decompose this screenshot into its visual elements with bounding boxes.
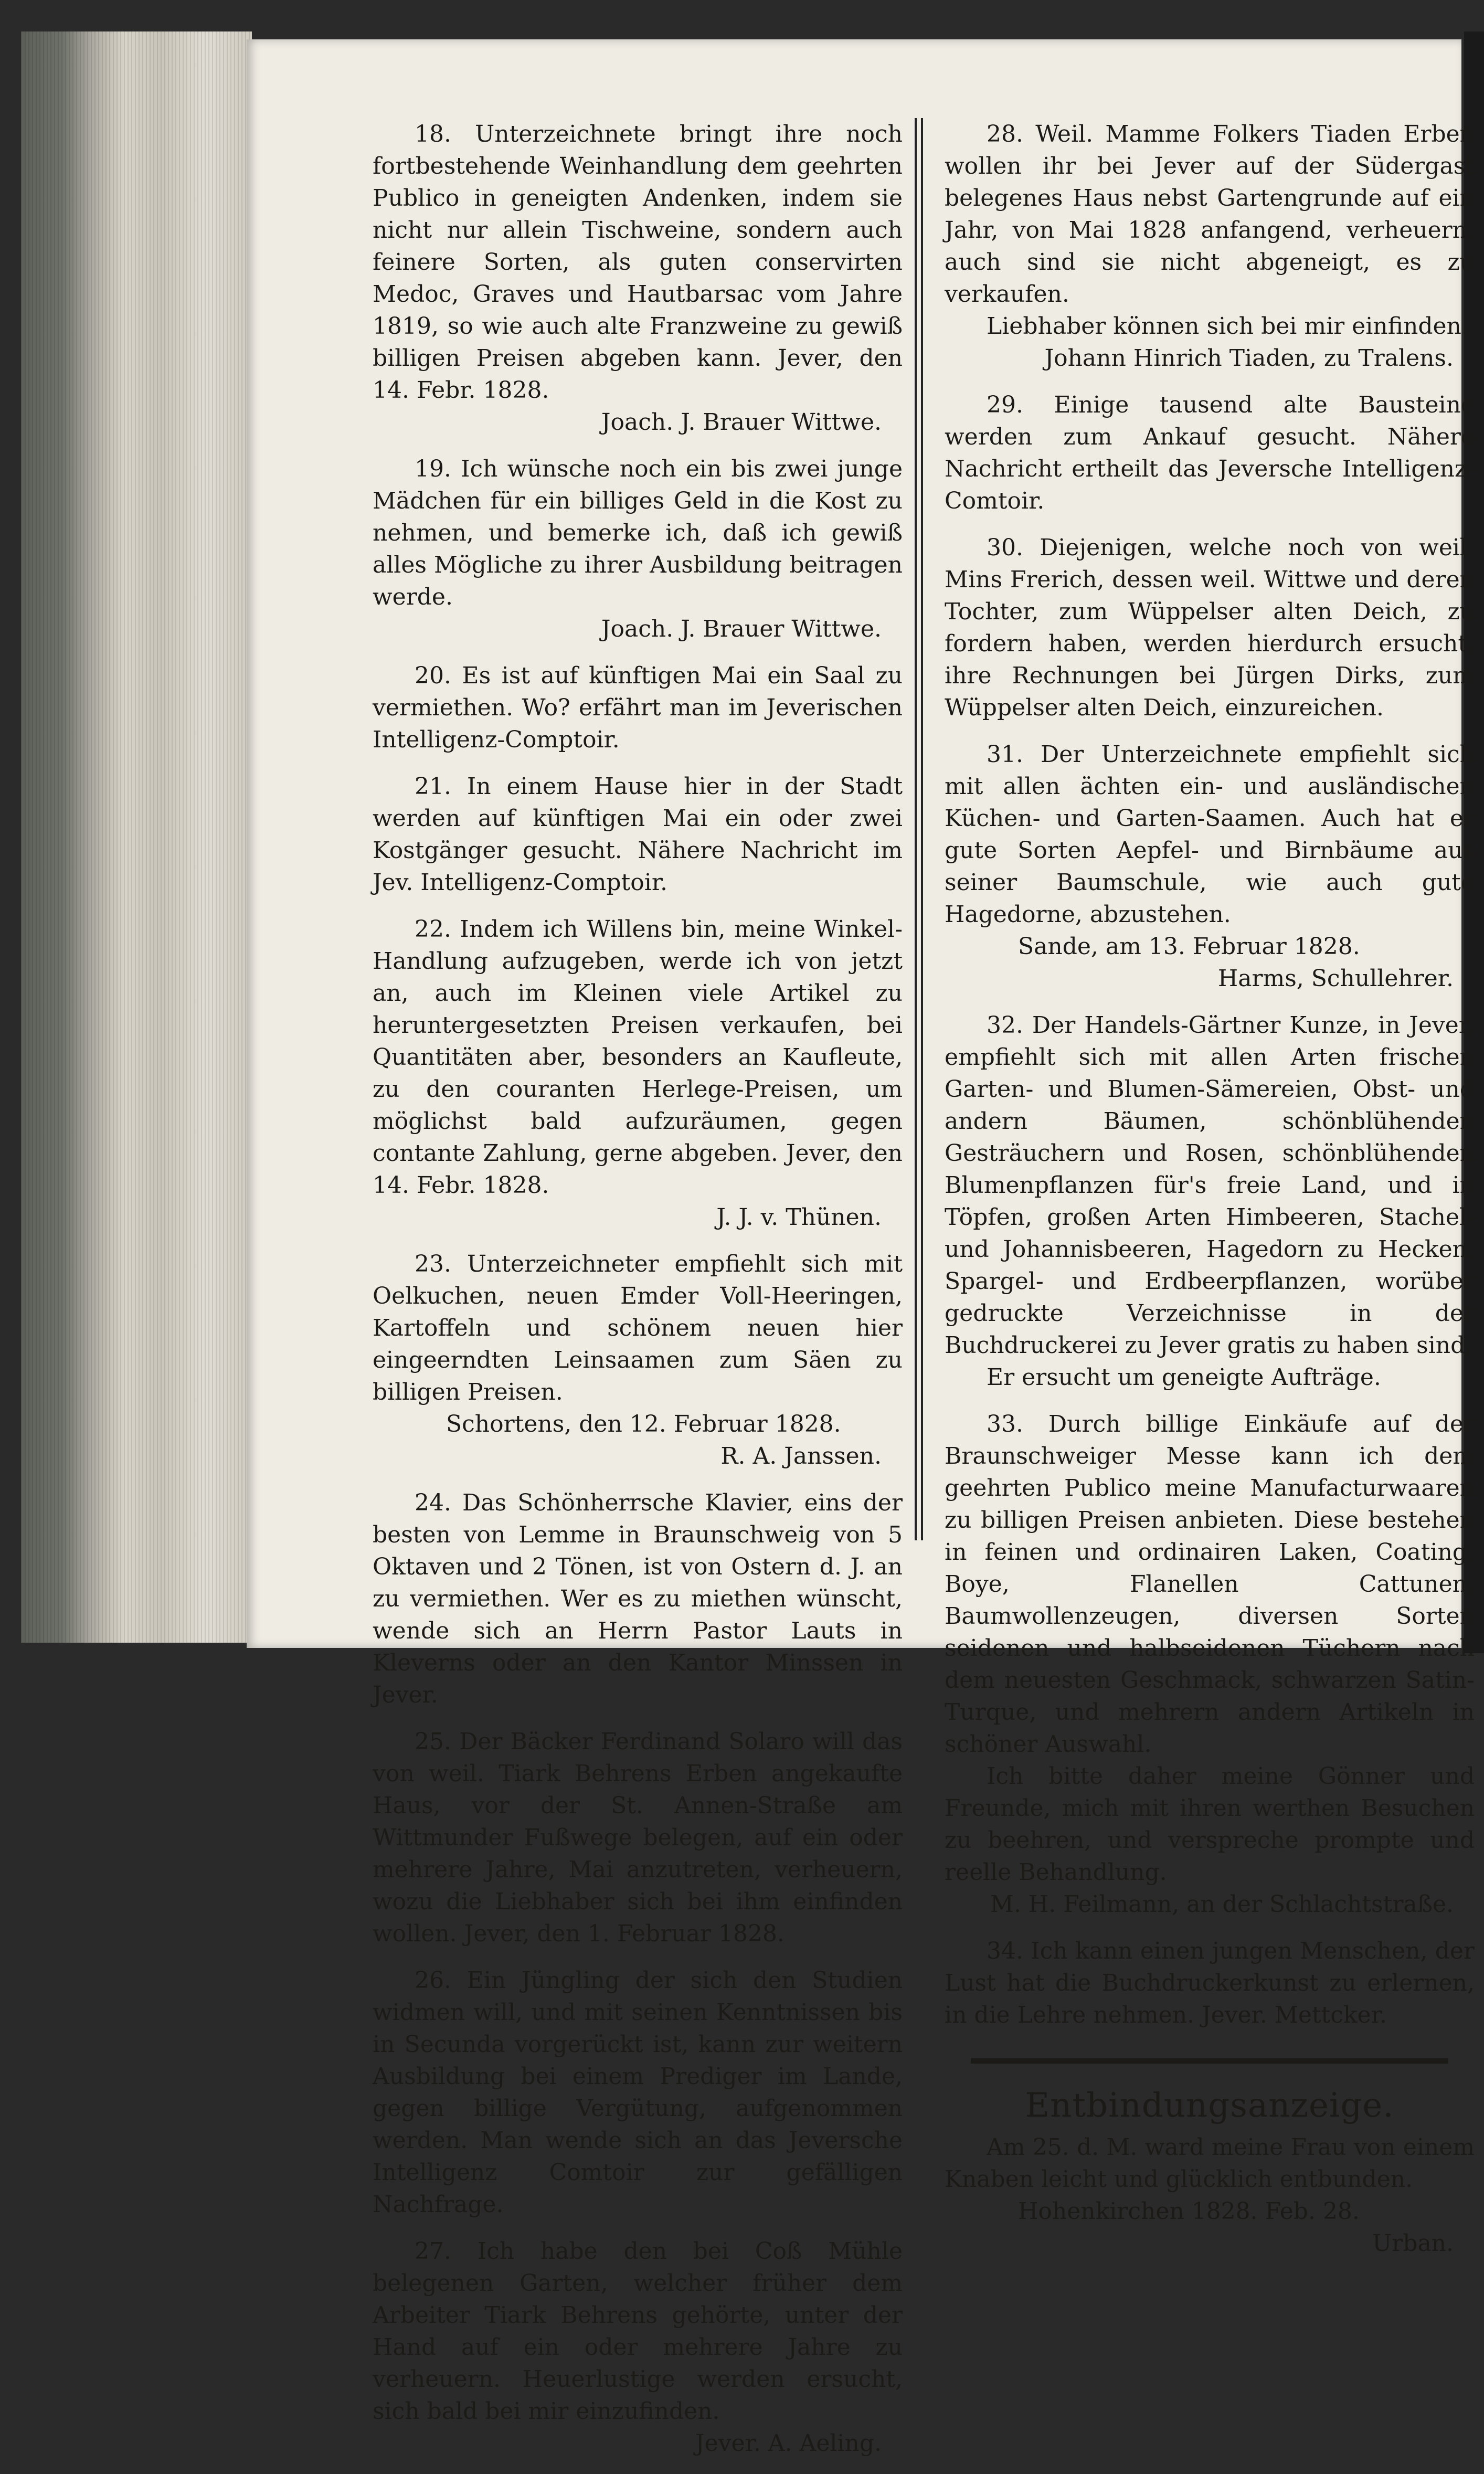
ad-23	[373, 1248, 903, 1472]
ad-text: 28. Weil. Mamme Folkers Tiaden Erben wollen ihr bei Jever auf der Südergast belegenes Haus nebst Gartengrunde auf ein Jahr, von Mai 1828 anfangend, verheuern, auch sind sie nicht abgeneigt, es zu verkaufen.	[945, 121, 1475, 308]
birth-notice-signature: Urban.	[1372, 2230, 1454, 2257]
ad-33	[945, 1408, 1475, 1920]
ad-27	[373, 2235, 903, 2459]
ad-text: 26. Ein Jüngling der sich den Studien widmen will, und mit seinen Kenntnissen bis in Secunda vorgerückt ist, kann zur weitern Ausbildung bei einem Prediger im Lande, gegen billige Vergütung, aufgenommen werden. Man wende sich an das Jeversche Intelligenz Comtoir zur gefälligen Nachfrage.	[373, 1967, 903, 2218]
ad-text: 20. Es ist auf künftigen Mai ein Saal zu vermiethen. Wo? erfährt man im Jeverischen Intelligenz-Comptoir.	[373, 662, 903, 753]
ad-signature: Jever. A. Aeling.	[695, 2430, 882, 2457]
ad-34	[945, 1935, 1475, 2031]
ad-text: 27. Ich habe den bei Coß Mühle belegenen Garten, welcher früher dem Arbeiter Tiark Behrens gehörte, unter der Hand auf ein oder mehrere Jahre zu verheuern. Heuerlustige werden ersucht, sich bald bei mir einzufinden.	[373, 2238, 903, 2425]
ad-signature: R. A. Janssen.	[720, 1443, 882, 1469]
left-column	[373, 118, 903, 2474]
ad-signature: Joach. J. Brauer Wittwe.	[601, 616, 882, 642]
ad-signature: Harms, Schullehrer.	[1217, 965, 1454, 992]
ad-text: 24. Das Schönherrsche Klavier, eins der besten von Lemme in Braunschweig von 5 Oktaven und 2 Tönen, ist von Ostern d. J. an zu vermiethen. Wer es zu miethen wünscht, wende sich an Herrn Pastor Lauts in Kleverns oder an den Kantor Minssen in Jever.	[373, 1489, 903, 1708]
ad-30	[945, 532, 1475, 724]
ad-text: 30. Diejenigen, welche noch von weil. Mins Frerich, dessen weil. Wittwe und deren Tochter, zum Wüppelser alten Deich, zu fordern haben, werden hierdurch ersucht, ihre Rechnungen bei Jürgen Dirks, zum Wüppelser alten Deich, einzureichen.	[945, 534, 1475, 721]
right-column	[945, 118, 1475, 2274]
newspaper-page	[247, 39, 1475, 2457]
ad-25	[373, 1726, 903, 1950]
birth-notice-place-date: Hohenkirchen 1828. Feb. 28.	[1018, 2198, 1360, 2225]
ad-text: 25. Der Bäcker Ferdinand Solaro will das von weil. Tiark Behrens Erben angekaufte Haus, vor der St. Annen-Straße am Wittmunder Fußwege belegen, auf ein oder mehrere Jahre, Mai anzutreten, verheuern, wozu die Liebhaber sich bei ihm einfinden wollen. Jever, den 1. Februar 1828.	[373, 1728, 903, 1947]
ad-32	[945, 1009, 1475, 1393]
section-rule	[971, 2058, 1448, 2064]
ad-21	[373, 770, 903, 898]
ad-20	[373, 660, 903, 756]
ad-24	[373, 1487, 903, 1711]
ad-text: 33. Durch billige Einkäufe auf der Braunschweiger Messe kann ich dem geehrten Publico meine Manufacturwaaren zu billigen Preisen anbieten. Diese bestehen in feinen und ordinairen Laken, Coating, Boye, Flanellen Cattunen, Baumwollenzeugen, diversen Sorten seidenen und halbseidenen Tüchern nach dem neuesten Geschmack, schwarzen Satin-Turque, und mehrern andern Artikeln in schöner Auswahl.	[945, 1411, 1475, 1758]
ad-text: 21. In einem Hause hier in der Stadt werden auf künftigen Mai ein oder zwei Kostgänger gesucht. Nähere Nachricht im Jev. Intelligenz-Comptoir.	[373, 773, 903, 896]
ad-text: 34. Ich kann einen jungen Menschen, der Lust hat die Buchdruckerkunst zu erlernen, in die Lehre nehmen. Jever. Mettcker.	[945, 1938, 1475, 2028]
column-divider	[915, 118, 923, 1540]
ad-29	[945, 389, 1475, 517]
ad-text: 23. Unterzeichneter empfiehlt sich mit Oelkuchen, neuen Emder Voll-Heeringen, Kartoffeln und schönem neuen hier eingeerndten Leinsaamen zum Säen zu billigen Preisen.	[373, 1251, 903, 1405]
ad-text: 31. Der Unterzeichnete empfiehlt sich mit allen ächten ein- und ausländischen Küchen- und Garten-Saamen. Auch hat er gute Sorten Aepfel- und Birnbäume aus seiner Baumschule, wie auch gute Hagedorne, abzustehen.	[945, 741, 1475, 928]
ad-place-date: Sande, am 13. Februar 1828.	[1018, 933, 1360, 960]
ad-signature: J. J. v. Thünen.	[716, 1204, 882, 1231]
ad-text: 22. Indem ich Willens bin, meine Winkel-Handlung aufzugeben, werde ich von jetzt an, auch im Kleinen viele Artikel zu heruntergesetzten Preisen verkaufen, bei Quantitäten aber, besonders an Kaufleute, zu den couranten Herlege-Preisen, um möglichst bald aufzuräumen, gegen contante Zahlung, gerne abgeben. Jever, den 14. Febr. 1828.	[373, 916, 903, 1199]
ad-19	[373, 453, 903, 645]
ad-22	[373, 913, 903, 1233]
ad-text-continued: Liebhaber können sich bei mir einfinden.	[987, 313, 1469, 340]
ad-text: 18. Unterzeichnete bringt ihre noch fortbestehende Weinhandlung dem geehrten Publico in geneigten Andenken, indem sie nicht nur allein Tischweine, sondern auch feinere Sorten, als guten conservirten Medoc, Graves und Hautbarsac vom Jahre 1819, so wie auch alte Franzweine zu gewiß billigen Preisen abgeben kann. Jever, den 14. Febr. 1828.	[373, 121, 903, 404]
ad-text: 19. Ich wünsche noch ein bis zwei junge Mädchen für ein billiges Geld in die Kost zu nehmen, und bemerke ich, daß ich gewiß alles Mögliche zu ihrer Ausbildung beitragen werde.	[373, 456, 903, 610]
book-page-stack	[21, 31, 252, 1643]
ad-text-continued: Er ersucht um geneigte Aufträge.	[987, 1364, 1381, 1391]
ad-signature: Joach. J. Brauer Wittwe.	[601, 409, 882, 436]
ad-31	[945, 738, 1475, 995]
ad-28	[945, 118, 1475, 374]
ad-text: 32. Der Handels-Gärtner Kunze, in Jever, empfiehlt sich mit allen Arten frischen Garten- und Blumen-Sämereien, Obst- und andern Bäumen, schönblühenden Gesträuchern und Rosen, schönblühenden Blumenpflanzen für's freie Land, und in Töpfen, großen Arten Himbeeren, Stachel- und Johannisbeeren, Hagedorn zu Hecken, Spargel- und Erdbeerpflanzen, worüber gedruckte Verzeichnisse in der Buchdruckerei zu Jever gratis zu haben sind.	[945, 1012, 1475, 1359]
ad-18	[373, 118, 903, 438]
ad-text: 29. Einige tausend alte Bausteine werden zum Ankauf gesucht. Nähere Nachricht ertheilt das Jeversche Intelligenz-Comtoir.	[945, 392, 1475, 514]
birth-notice-title: Entbindungsanzeige.	[1025, 2086, 1394, 2125]
ad-26	[373, 1964, 903, 2221]
ad-text-continued: Ich bitte daher meine Gönner und Freunde, mich mit ihren werthen Besuchen zu beehren, und verspreche prompte und reelle Behandlung.	[945, 1763, 1475, 1886]
ad-signature: M. H. Feilmann, an der Schlachtstraße.	[990, 1891, 1454, 1918]
birth-notice-text: Am 25. d. M. ward meine Frau von einem Knaben leicht und glücklich entbunden.	[945, 2134, 1475, 2193]
ad-place-date: Schortens, den 12. Februar 1828.	[446, 1411, 841, 1437]
birth-notice	[945, 2086, 1475, 2259]
ad-signature: Johann Hinrich Tiaden, zu Tralens.	[1044, 345, 1454, 372]
